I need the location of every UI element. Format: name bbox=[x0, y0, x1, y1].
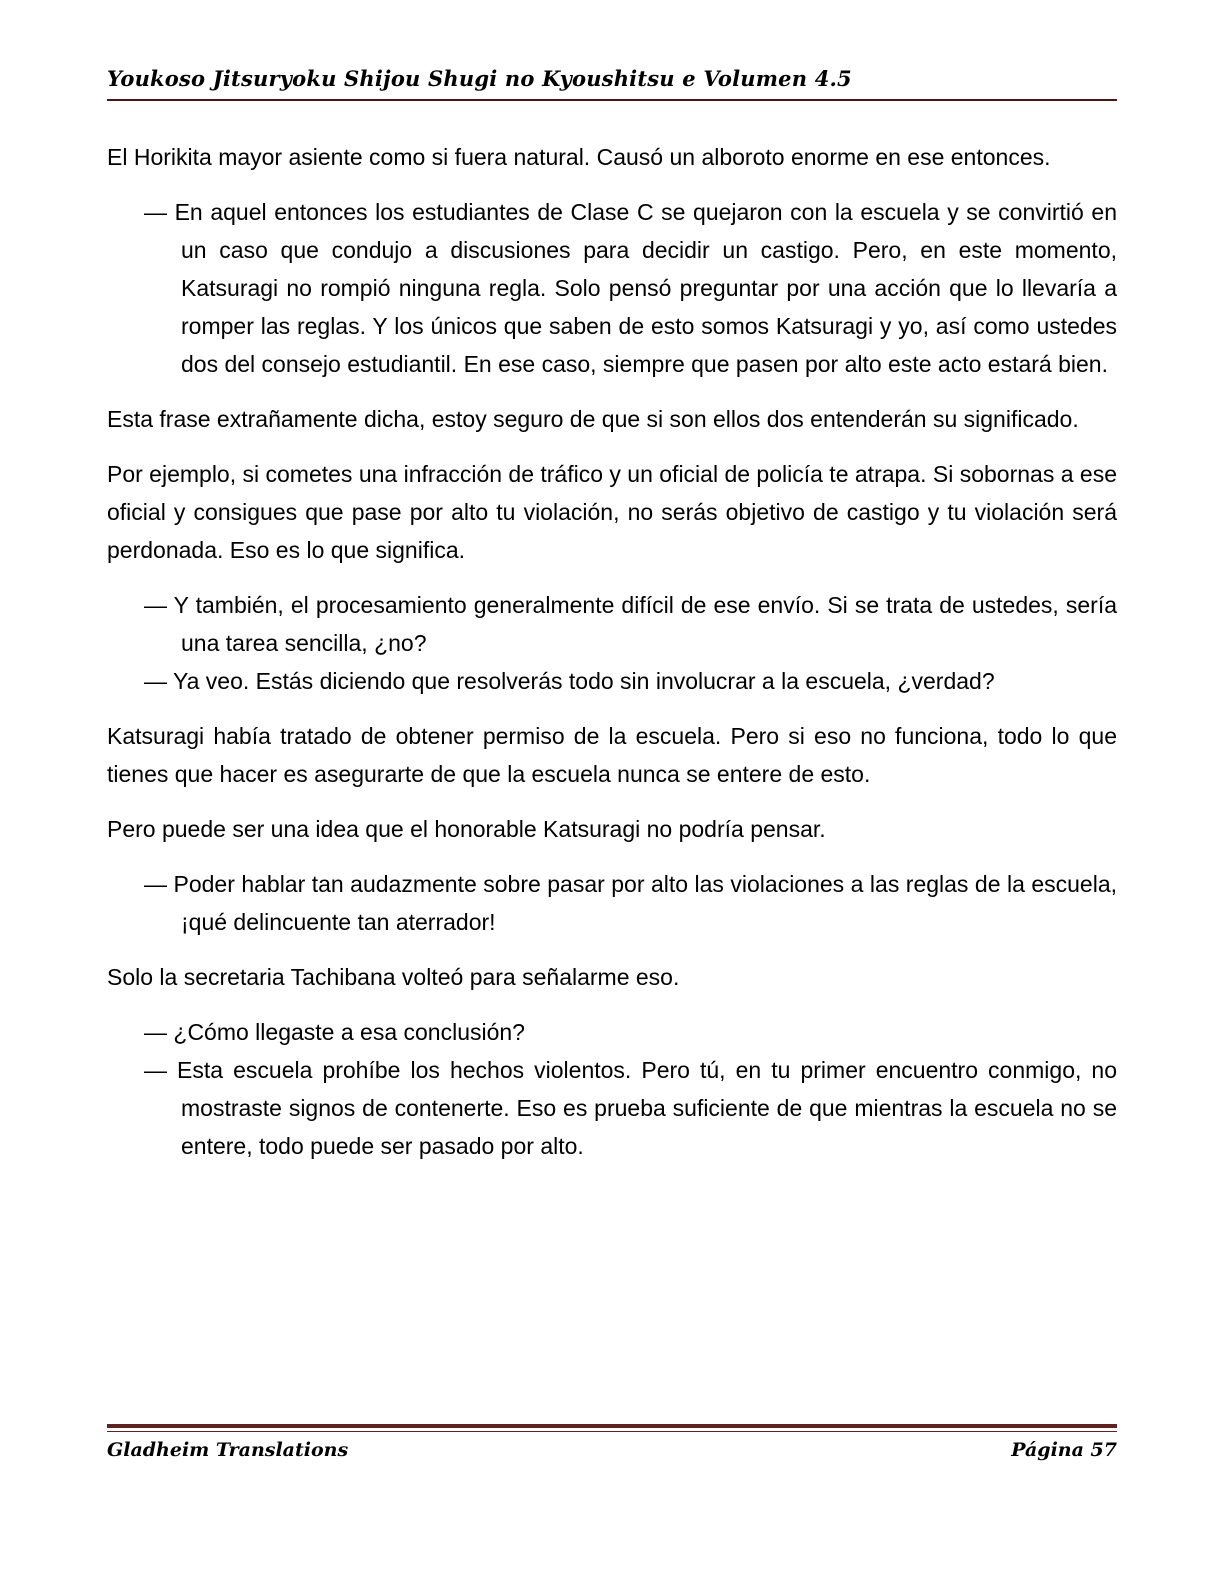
dialogue-paragraph: — Poder hablar tan audazmente sobre pasar por alto las violaciones a las reglas de la escuela, ¡qué delincuente tan aterrador! bbox=[144, 871, 1117, 935]
page-header bbox=[107, 66, 1117, 101]
header-title: Youkoso Jitsuryoku Shijou Shugi no Kyoushitsu e Volumen 4.5 bbox=[107, 66, 852, 91]
dialogue-paragraph: — ¿Cómo llegaste a esa conclusión? bbox=[144, 1019, 525, 1045]
paragraph: Solo la secretaria Tachibana volteó para señalarme eso. bbox=[107, 964, 680, 990]
paragraph: Por ejemplo, si cometes una infracción de tráfico y un oficial de policía te atrapa. Si sobornas a ese oficial y consigues que pase por alto tu violación, no serás objetivo de castigo y tu violación será perdonada. Eso es lo que significa. bbox=[107, 461, 1117, 563]
dialogue-paragraph: — Esta escuela prohíbe los hechos violentos. Pero tú, en tu primer encuentro conmigo, no mostraste signos de contenerte. Eso es prueba suficiente de que mientras la escuela no se entere, todo puede ser pasado por alto. bbox=[144, 1057, 1117, 1159]
paragraph: Esta frase extrañamente dicha, estoy seguro de que si son ellos dos entenderán su significado. bbox=[107, 406, 1079, 432]
page-footer bbox=[107, 1424, 1117, 1461]
dialogue-paragraph: — En aquel entonces los estudiantes de Clase C se quejaron con la escuela y se convirtió en un caso que condujo a discusiones para decidir un castigo. Pero, en este momento, Katsuragi no rompió ninguna regla. Solo pensó preguntar por una acción que lo llevaría a romper las reglas. Y los únicos que saben de esto somos Katsuragi y yo, así como ustedes dos del consejo estudiantil. En ese caso, siempre que pasen por alto este acto estará bien. bbox=[144, 199, 1117, 377]
page-body bbox=[107, 138, 1117, 1182]
paragraph: Katsuragi había tratado de obtener permiso de la escuela. Pero si eso no funciona, todo lo que tienes que hacer es asegurarte de que la escuela nunca se entere de esto. bbox=[107, 723, 1117, 787]
dialogue-paragraph: — Ya veo. Estás diciendo que resolverás todo sin involucrar a la escuela, ¿verdad? bbox=[144, 668, 995, 694]
footer-divider bbox=[107, 1424, 1117, 1432]
footer-page-number: Página 57 bbox=[1011, 1439, 1117, 1461]
footer-translator: Gladheim Translations bbox=[107, 1439, 349, 1461]
paragraph: Pero puede ser una idea que el honorable Katsuragi no podría pensar. bbox=[107, 816, 826, 842]
dialogue-paragraph: — Y también, el procesamiento generalmente difícil de ese envío. Si se trata de ustedes, sería una tarea sencilla, ¿no? bbox=[144, 592, 1117, 656]
footer-row bbox=[107, 1439, 1117, 1461]
paragraph: El Horikita mayor asiente como si fuera natural. Causó un alboroto enorme en ese entonces. bbox=[107, 144, 1051, 170]
